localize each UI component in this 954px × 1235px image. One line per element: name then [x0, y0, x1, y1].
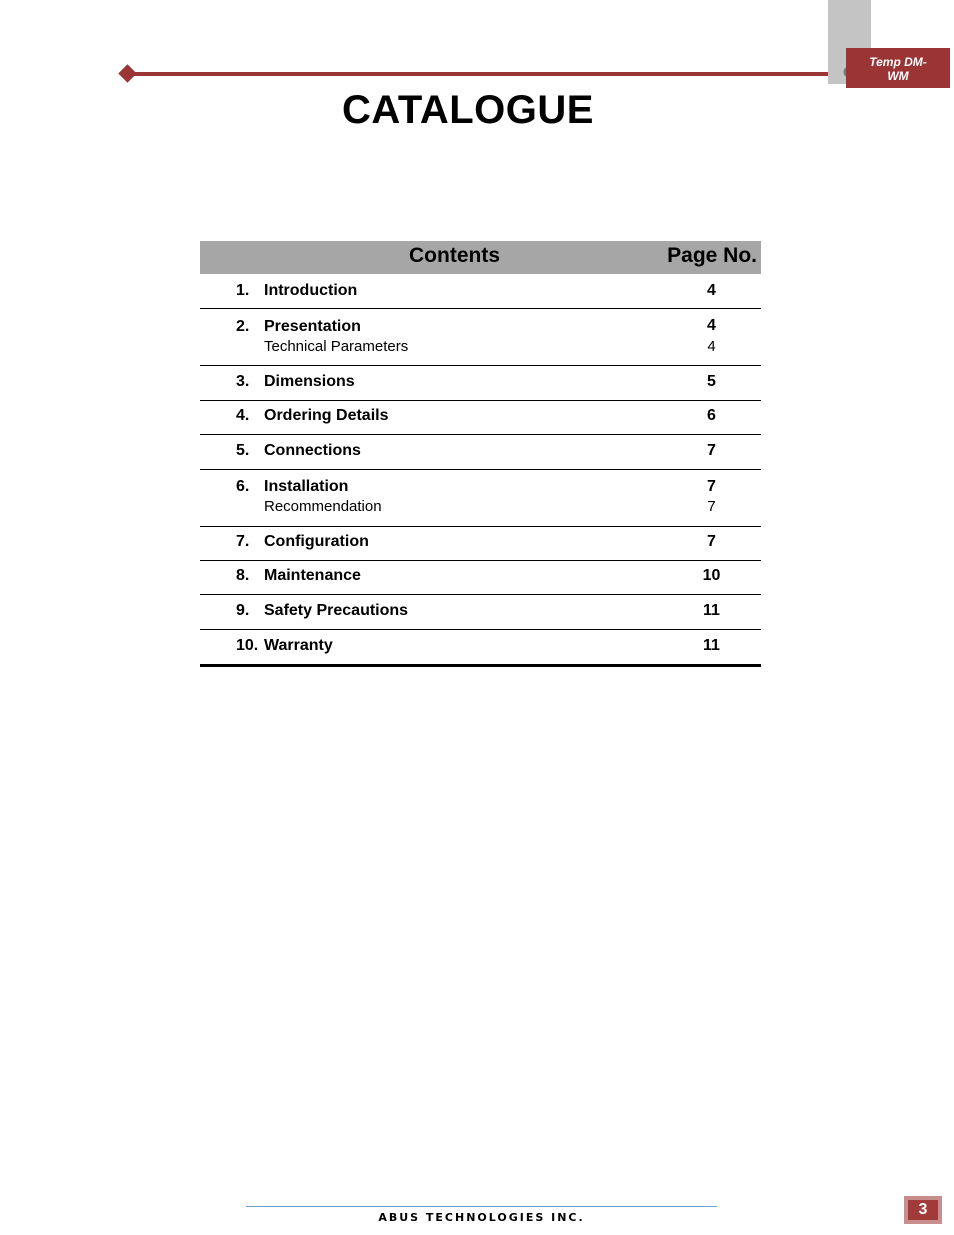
toc-label: Warranty [264, 637, 333, 654]
toc-label: Connections [264, 442, 361, 459]
toc-sub-page: 7 [707, 498, 716, 515]
toc-label: Dimensions [264, 373, 355, 390]
toc-number: 7. [236, 533, 250, 550]
toc-row[interactable] [200, 630, 761, 667]
toc-page: 4 [707, 282, 716, 299]
toc-page: 7 [707, 478, 716, 495]
toc-row[interactable] [200, 274, 761, 309]
toc-page: 4 [707, 317, 716, 334]
toc-row[interactable] [200, 401, 761, 435]
toc-row[interactable] [200, 435, 761, 470]
footer-rule [246, 1206, 717, 1207]
page-title: CATALOGUE [342, 88, 594, 132]
toc-row[interactable] [200, 309, 761, 366]
toc-header-page: Page No. [667, 244, 757, 267]
toc-row[interactable] [200, 561, 761, 595]
toc-label: Ordering Details [264, 407, 389, 424]
toc-number: 8. [236, 567, 250, 584]
toc-page: 7 [707, 533, 716, 550]
toc-number: 9. [236, 602, 250, 619]
toc-label: Presentation [264, 318, 361, 335]
toc-label: Configuration [264, 533, 369, 550]
page-number-badge: 3 [904, 1196, 942, 1224]
toc-page: 5 [707, 373, 716, 390]
toc-page: 11 [703, 602, 720, 619]
document-tag: Temp DM-WM [846, 48, 950, 88]
toc-number: 6. [236, 478, 250, 495]
toc-number: 2. [236, 318, 250, 335]
toc-row[interactable] [200, 595, 761, 630]
header-rule [128, 72, 830, 76]
toc-sub-label: Technical Parameters [264, 338, 409, 355]
toc-label: Safety Precautions [264, 602, 409, 619]
toc-page: 6 [707, 407, 716, 424]
toc-label: Introduction [264, 282, 358, 299]
toc-page: 10 [702, 567, 721, 584]
toc-header-contents: Contents [409, 244, 500, 267]
toc-page: 7 [707, 442, 716, 459]
table-of-contents [200, 241, 761, 667]
toc-row[interactable] [200, 527, 761, 561]
toc-header-row [200, 241, 761, 274]
toc-number: 3. [236, 373, 250, 390]
toc-label: Maintenance [264, 567, 361, 584]
toc-number: 10. [236, 637, 259, 654]
toc-page: 11 [703, 637, 720, 654]
footer-company: ABUS TECHNOLOGIES INC. [378, 1211, 585, 1224]
toc-number: 1. [236, 282, 250, 299]
toc-number: 4. [236, 407, 250, 424]
toc-row[interactable] [200, 470, 761, 527]
toc-sub-page: 4 [707, 338, 716, 355]
toc-number: 5. [236, 442, 250, 459]
toc-label: Installation [264, 478, 349, 495]
toc-row[interactable] [200, 366, 761, 401]
toc-sub-label: Recommendation [264, 498, 382, 515]
